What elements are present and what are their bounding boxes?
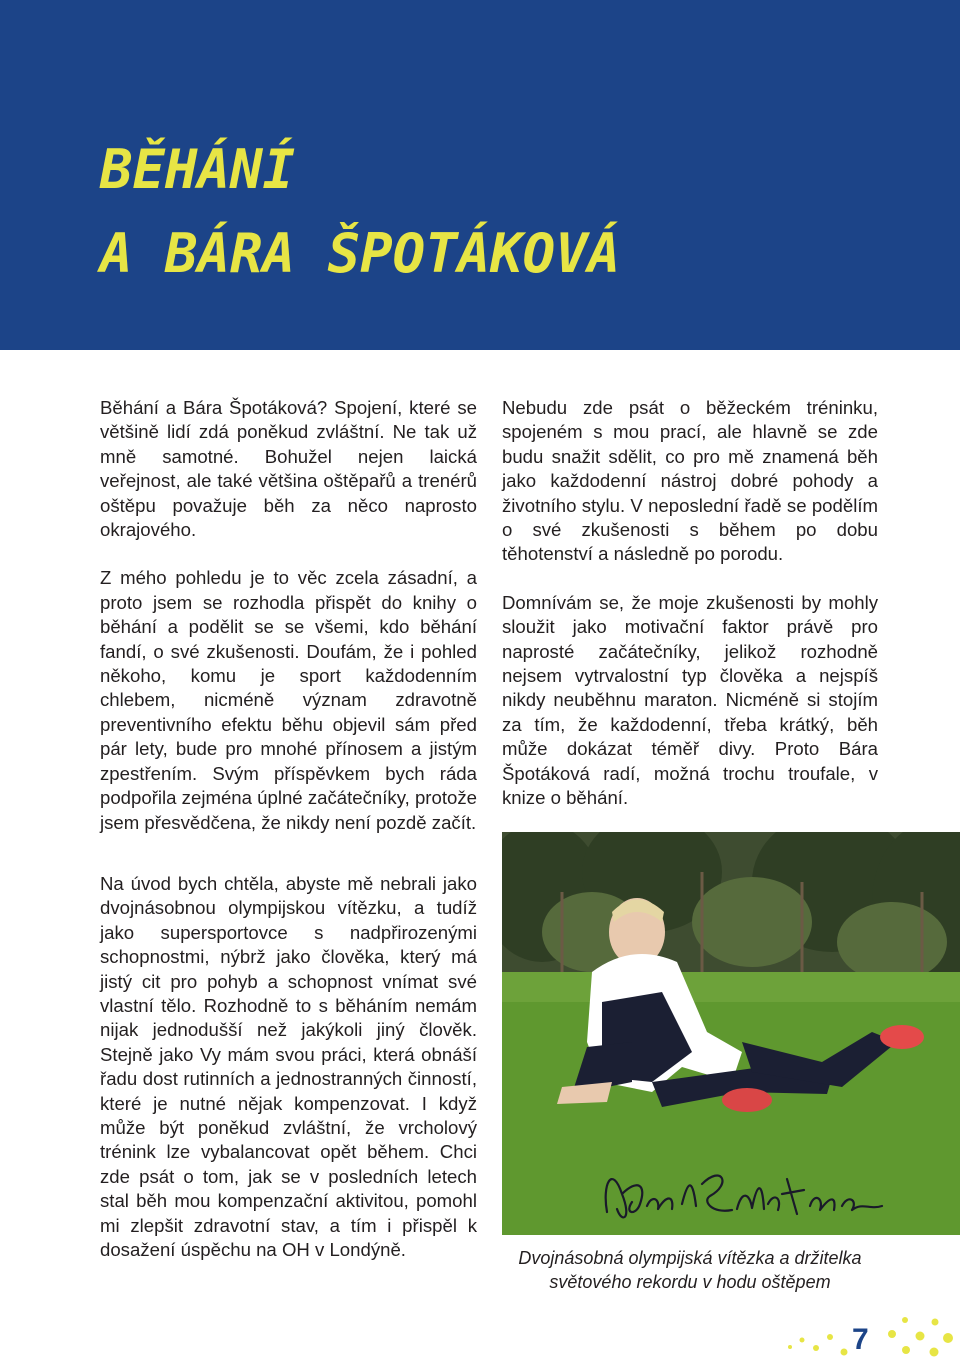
page-number: 7 <box>852 1323 869 1356</box>
signature-graphic <box>592 1154 892 1234</box>
title-line-2: A BÁRA ŠPOTÁKOVÁ <box>100 222 621 285</box>
title-banner <box>0 0 960 350</box>
photo-caption: Dvojnásobná olympijská vítězka a držitelka světového rekordu v hodu oštěpem <box>518 1248 862 1292</box>
left-column-bottom <box>100 872 477 1287</box>
paragraph-introduction: Na úvod bych chtěla, abyste mě nebrali jako dvojnásobnou olympijskou vítězku, a tudíž jako supersportovce s nadpřirozenými schopnostmi, nýbrž jako člověka, který má jistý cit pro pohyb a schopnost vnímat své vlastní tělo. Rozhodně to s běháním nemám nijak jednodušší než jakýkoli jiný člověk. Stejně jako Vy mám svou práci, která obnáší řadu dost rutinních a jednostranných činností, které je nutné nějak kompenzovat. I když může být poněkud zvláštní, že vrcholový trénink lze vybalancovat opět během. Chci zde psát o tom, jak se v posledních letech stal běh mou kompenzační aktivitou, pomohl mi zlepšit zdravotní stav, a tím i přispěl k dosažení úspěchu na OH v Londýně. <box>100 873 477 1261</box>
athlete-photo <box>502 832 960 1235</box>
page-decoration-dots <box>780 1312 960 1365</box>
page-title <box>100 128 620 296</box>
right-column <box>502 396 878 835</box>
left-column-top <box>100 396 477 859</box>
paragraph-motivation: Domnívám se, že moje zkušenosti by mohly sloužit jako motivační faktor právě pro naprosté začátečníky, jelikož rozhodně nejsem vytrvalostní typ člověka a nejspíš nikdy neuběhnu maraton. Nicméně si stojím za tím, že každodenní, třeba krátký, běh může dokázat téměř divy. Proto Bára Špotáková radí, možná trochu troufale, v knize o běhání. <box>502 591 878 809</box>
title-line-1: BĚHÁNÍ <box>100 138 296 201</box>
paragraph-training: Nebudu zde psát o běžeckém tréninku, spojeném s mou prací, ale hlavně se zde budu snažit sdělit, co pro mě znamená běh jako každodenní nástroj dobré pohody a životního stylu. V neposlední řadě se podělím o své zkušenosti s během po dobu těhotenství a následně po porodu. <box>502 397 878 565</box>
paragraph-intro: Běhání a Bára Špotáková? Spojení, které se většině lidí zdá poněkud zvláštní. Ne tak už mně samotné. Bohužel nejen laická veřejnost, ale také většina oštěpařů a trenérů oštěpu považuje běh za něco naprosto okrajového. <box>100 397 477 541</box>
paragraph-viewpoint: Z mého pohledu je to věc zcela zásadní, a proto jsem se rozhodla přispět do knihy o běhání a podělit se se všemi, kdo běhání fandí, o své zkušenosti. Doufám, že i pohled někoho, komu je sport každodenním chlebem, nicméně význam zdravotně preventivního efektu běhu objevil sám před pár lety, bude pro mnohé přínosem a jistým zpestřením. Svým příspěvkem bych ráda podpořila zejména úplné začátečníky, protože jsem přesvědčena, že nikdy není pozdě začít. <box>100 567 477 833</box>
